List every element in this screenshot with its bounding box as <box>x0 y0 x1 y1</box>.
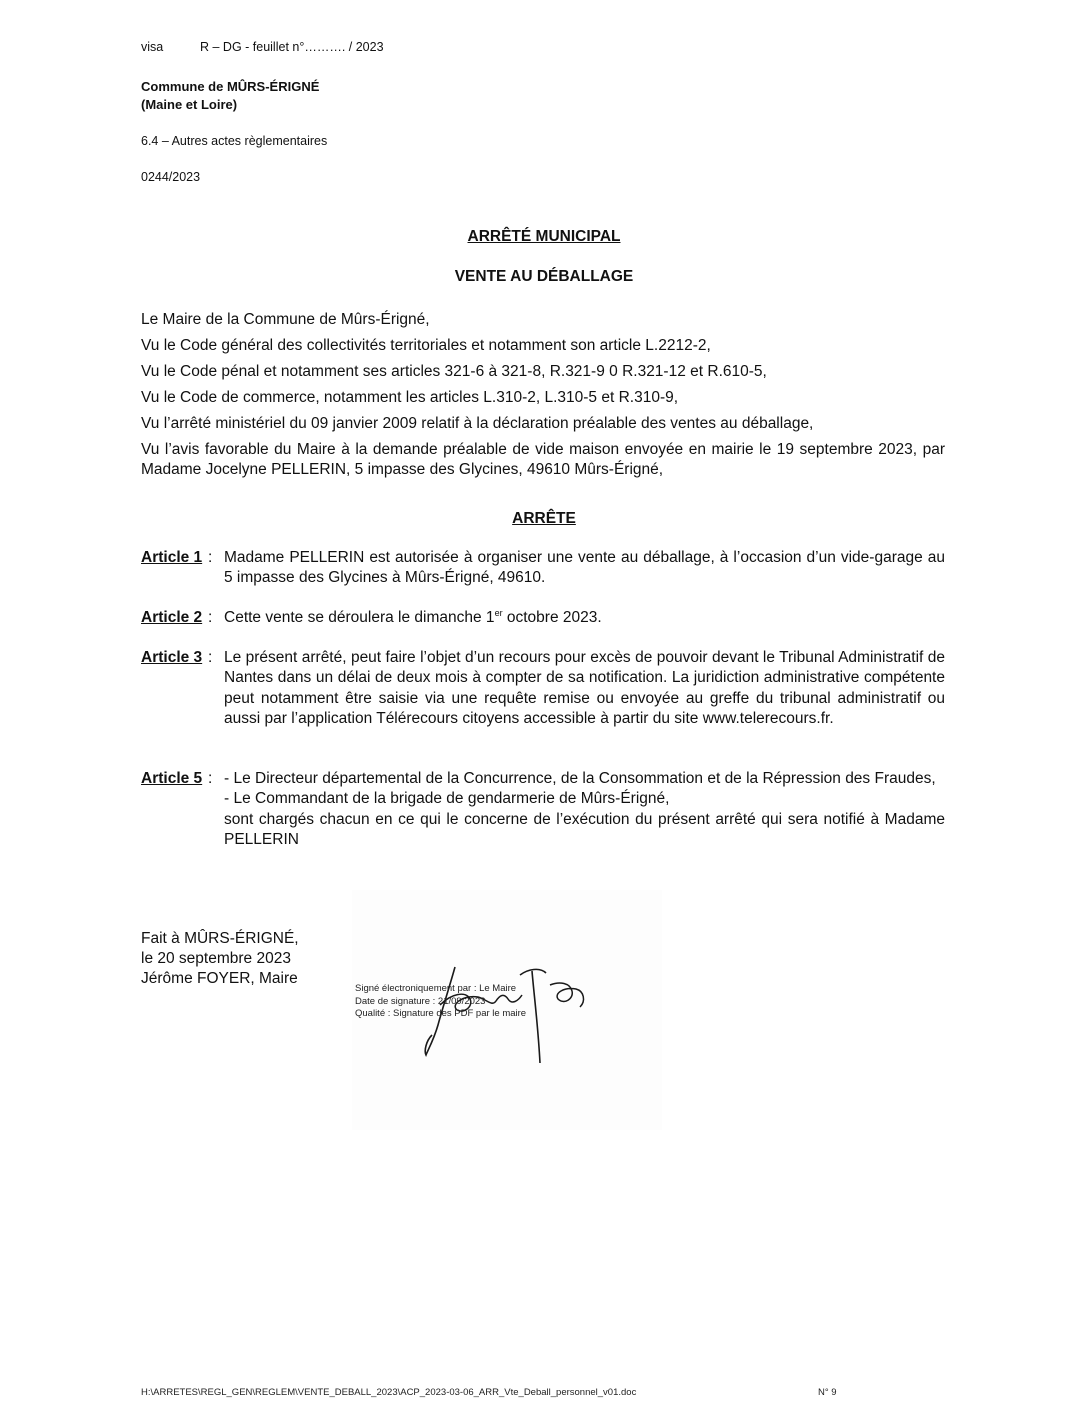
article-label: Article 1 <box>141 549 203 566</box>
article-body <box>224 769 945 850</box>
closing-date: le 20 septembre 2023 <box>141 950 291 967</box>
article-3 <box>141 648 945 729</box>
commune-department: (Maine et Loire) <box>141 97 238 112</box>
footer-file-path: H:\ARRETES\REGL_GEN\REGLEM\VENTE_DEBALL_2023\ACP_2023-03-06_ARR_Vte_Deball_personnel_v01.doc <box>141 1387 637 1398</box>
closing-block <box>141 929 299 989</box>
article-line: - Le Directeur départemental de la Concurrence, de la Consommation et de la Répression des Fraudes, <box>224 770 936 787</box>
preamble-line: Vu le Code pénal et notamment ses articles 321-6 à 321-8, R.321-9 0 R.321-12 et R.610-5, <box>141 363 767 380</box>
act-category: 6.4 – Autres actes règlementaires <box>141 134 328 148</box>
preamble-line: Vu le Code de commerce, notamment les articles L.310-2, L.310-5 et R.310-9, <box>141 389 679 406</box>
article-1 <box>141 548 945 589</box>
visa-label: visa <box>141 40 164 54</box>
article-line: sont chargés chacun en ce qui le concerne de l’exécution du présent arrêté qui sera notifié à Madame PELLERIN <box>224 810 945 848</box>
article-text: Cette vente se déroulera le dimanche 1 <box>224 609 495 626</box>
article-label: Article 2 <box>141 609 203 626</box>
closing-signatory: Jérôme FOYER, Maire <box>141 970 298 987</box>
ordinal-suffix: er <box>494 607 503 618</box>
article-label: Article 3 <box>141 649 203 666</box>
article-colon: : <box>208 609 213 626</box>
act-number: 0244/2023 <box>141 170 201 184</box>
article-body: Madame PELLERIN est autorisée à organiser une vente au déballage, à l’occasion d’un vide-garage au 5 impasse des Glycines à Mûrs-Érigné, 49610. <box>224 549 945 587</box>
preamble-line: Le Maire de la Commune de Mûrs-Érigné, <box>141 311 430 328</box>
preamble-line: Vu l’avis favorable du Maire à la demande préalable de vide maison envoyée en mairie le 19 septembre 2023, par Madame Jocelyne PELLERIN, 5 impasse des Glycines, 49610 Mûrs-Érigné, <box>141 441 945 478</box>
article-line: - Le Commandant de la brigade de gendarmerie de Mûrs-Érigné, <box>224 790 670 808</box>
article-label: Article 5 <box>141 770 203 787</box>
article-body: Le présent arrêté, peut faire l’objet d’un recours pour excès de pouvoir devant le Tribunal Administratif de Nantes dans un délai de deux mois à compter de sa notification. La juridiction administrative compétente peut notamment être saisie via une requête remise ou envoyée au greffe du tribunal administratif ou aussi par l’application Télérecours citoyens accessible à partir du site www.telerecours.fr. <box>224 649 945 727</box>
footer-page-number: N° 9 <box>818 1387 837 1398</box>
signature-signer: Signé électroniquement par : Le Maire <box>355 983 517 994</box>
article-colon: : <box>208 770 213 787</box>
visa-reference: R – DG - feuillet n°………. / 2023 <box>200 40 384 54</box>
preamble-line: Vu l’arrêté ministériel du 09 janvier 2009 relatif à la déclaration préalable des ventes au déballage, <box>141 415 814 432</box>
article-body <box>224 608 945 628</box>
preamble-line: Vu le Code général des collectivités territoriales et notamment son article L.2212-2, <box>141 337 711 354</box>
document-subject: VENTE AU DÉBALLAGE <box>454 268 634 285</box>
article-text: octobre 2023. <box>502 609 602 626</box>
article-5 <box>141 769 945 850</box>
article-colon: : <box>208 649 213 666</box>
commune-name: Commune de MÛRS-ÉRIGNÉ <box>141 79 320 94</box>
document-title: ARRÊTÉ MUNICIPAL <box>467 228 621 245</box>
preamble <box>141 310 945 480</box>
signature-stamp <box>355 983 526 1021</box>
decision-title: ARRÊTE <box>512 510 576 527</box>
article-colon: : <box>208 549 213 566</box>
article-2 <box>141 608 945 628</box>
closing-place: Fait à MÛRS-ÉRIGNÉ, <box>141 930 299 947</box>
signature-quality: Qualité : Signature des PDF par le maire <box>355 1008 527 1019</box>
signature-date: Date de signature : 21/09/2023 <box>355 995 486 1007</box>
